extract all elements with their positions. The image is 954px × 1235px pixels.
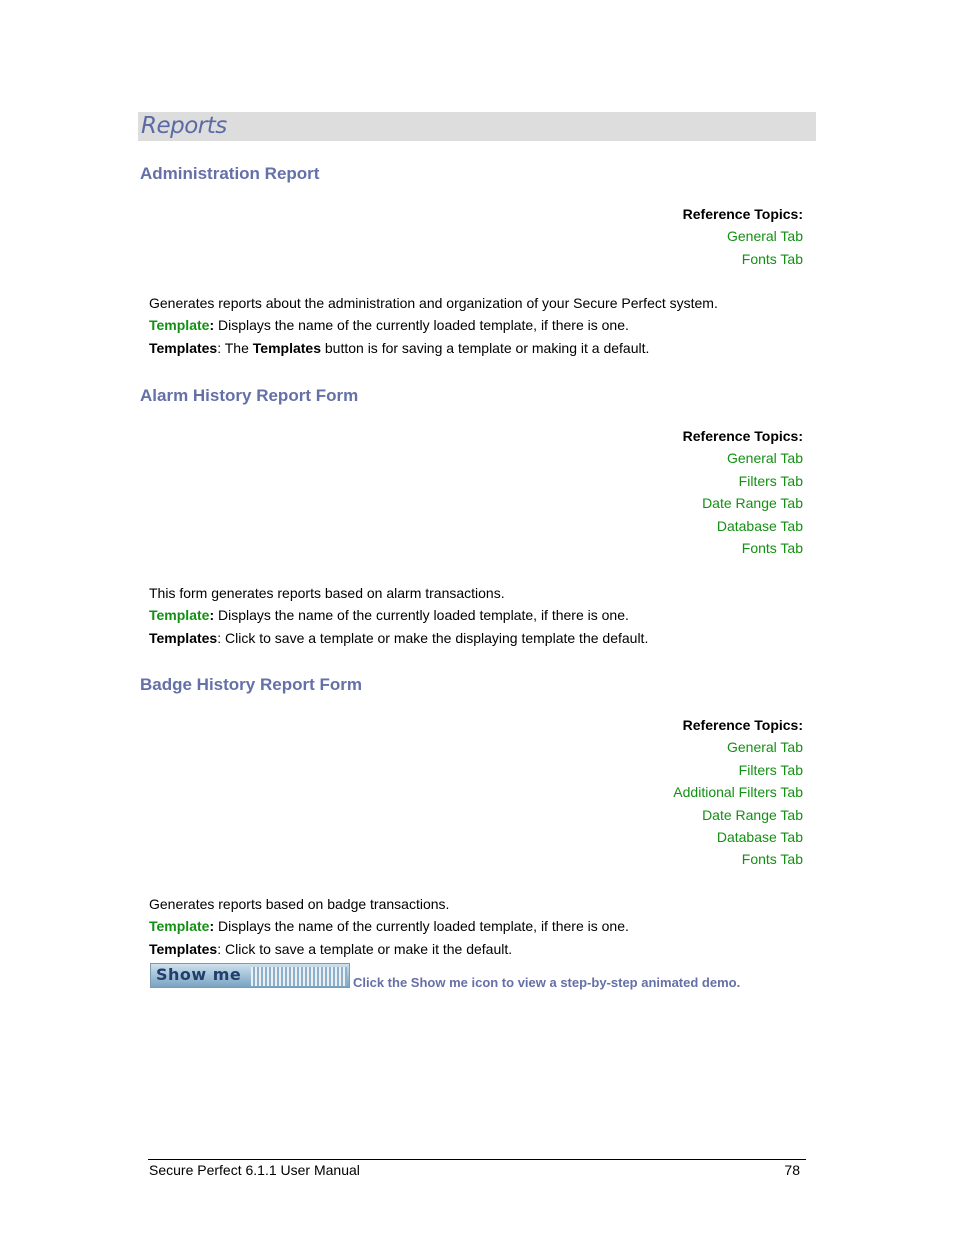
reference-topics-administration bbox=[683, 203, 803, 270]
show-me-label: Show me bbox=[156, 965, 242, 984]
section-body-administration bbox=[149, 292, 718, 359]
section-heading-administration-report: Administration Report bbox=[140, 164, 320, 183]
link-database-tab[interactable]: Database Tab bbox=[716, 829, 803, 846]
link-general-tab[interactable]: General Tab bbox=[726, 228, 803, 245]
chapter-title: Reports bbox=[141, 113, 227, 139]
template-text: Displays the name of the currently loaded template, if there is one. bbox=[214, 317, 629, 334]
templates-line bbox=[149, 337, 718, 359]
footer-manual-title: Secure Perfect 6.1.1 User Manual bbox=[149, 1162, 360, 1178]
template-line bbox=[149, 314, 718, 336]
show-me-decoration bbox=[251, 967, 347, 986]
template-text: Displays the name of the currently loaded template, if there is one. bbox=[214, 607, 629, 624]
template-colon: : bbox=[209, 317, 215, 334]
templates-text: button is for saving a template or making it a default. bbox=[320, 339, 650, 356]
link-fonts-tab[interactable]: Fonts Tab bbox=[741, 851, 803, 868]
description: This form generates reports based on alarm transactions. bbox=[149, 585, 505, 601]
section-heading-alarm-history-report: Alarm History Report Form bbox=[140, 386, 359, 405]
link-general-tab[interactable]: General Tab bbox=[726, 450, 803, 467]
link-general-tab[interactable]: General Tab bbox=[726, 739, 803, 756]
section-heading-badge-history-report: Badge History Report Form bbox=[140, 675, 362, 694]
section-body-badge-history bbox=[149, 893, 629, 960]
show-me-instruction: Click the Show me icon to view a step-by-step animated demo. bbox=[353, 975, 741, 990]
link-fonts-tab[interactable]: Fonts Tab bbox=[741, 540, 803, 557]
templates-label: Templates bbox=[149, 339, 218, 356]
template-text: Displays the name of the currently loaded template, if there is one. bbox=[214, 918, 629, 935]
template-label: Template bbox=[149, 317, 210, 334]
templates-text: : Click to save a template or make the displaying template the default. bbox=[217, 629, 649, 646]
templates-mid: : The bbox=[217, 339, 253, 356]
template-label: Template bbox=[149, 607, 210, 624]
link-date-range-tab[interactable]: Date Range Tab bbox=[702, 806, 803, 823]
templates-label: Templates bbox=[149, 629, 218, 646]
link-filters-tab[interactable]: Filters Tab bbox=[738, 761, 803, 778]
reference-topics-alarm-history bbox=[683, 425, 803, 559]
chapter-banner bbox=[138, 112, 816, 141]
link-fonts-tab[interactable]: Fonts Tab bbox=[741, 250, 803, 267]
show-me-button[interactable] bbox=[150, 963, 350, 988]
reference-topics-title: Reference Topics: bbox=[682, 717, 803, 733]
templates-line bbox=[149, 938, 629, 960]
link-additional-filters-tab[interactable]: Additional Filters Tab bbox=[673, 784, 803, 801]
footer-page-number: 78 bbox=[784, 1162, 800, 1178]
reference-topics-title: Reference Topics: bbox=[682, 428, 803, 444]
reference-topics-title: Reference Topics: bbox=[682, 206, 803, 222]
link-database-tab[interactable]: Database Tab bbox=[716, 517, 803, 534]
templates-line bbox=[149, 627, 648, 649]
template-label: Template bbox=[149, 918, 210, 935]
template-colon: : bbox=[209, 918, 215, 935]
reference-topics-badge-history bbox=[673, 714, 803, 871]
description: Generates reports about the administration and organization of your Secure Perfect system. bbox=[149, 295, 718, 311]
description: Generates reports based on badge transactions. bbox=[149, 896, 450, 912]
footer-divider bbox=[148, 1159, 806, 1160]
template-line bbox=[149, 915, 629, 937]
templates-text: : Click to save a template or make it the default. bbox=[217, 940, 513, 957]
templates-bold: Templates bbox=[252, 339, 321, 356]
templates-label: Templates bbox=[149, 940, 218, 957]
link-date-range-tab[interactable]: Date Range Tab bbox=[702, 495, 803, 512]
link-filters-tab[interactable]: Filters Tab bbox=[738, 472, 803, 489]
template-line bbox=[149, 604, 648, 626]
template-colon: : bbox=[209, 607, 215, 624]
section-body-alarm-history bbox=[149, 582, 648, 649]
